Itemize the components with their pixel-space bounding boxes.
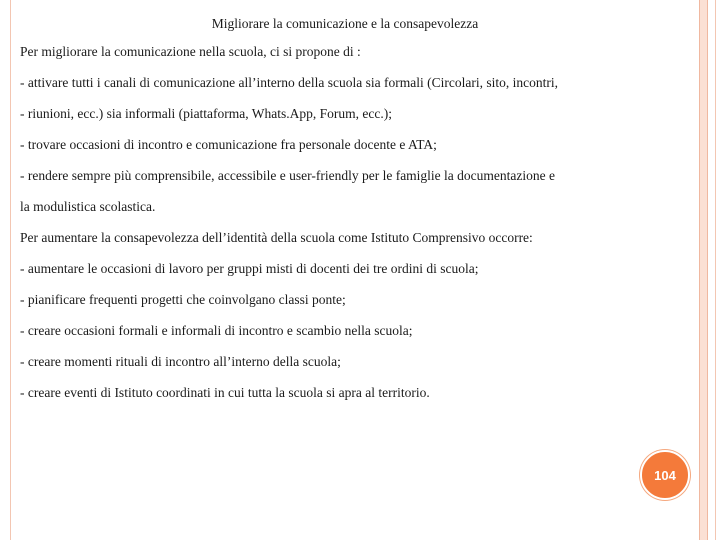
body-line: - creare eventi di Istituto coordinati in cui tutta la scuola si apra al territorio. [20,385,430,400]
slide-body [20,44,660,416]
body-line: - riunioni, ecc.) sia informali (piattaforma, Whats.App, Forum, ecc.); [20,106,393,121]
body-line: la modulistica scolastica. [20,199,156,214]
slide-title: Migliorare la comunicazione e la consapevolezza [211,16,479,31]
right-border-line [715,0,716,540]
body-line: - attivare tutti i canali di comunicazione all’interno della scuola sia formali (Circolari, sito, incontri, [20,75,558,90]
body-line: - aumentare le occasioni di lavoro per gruppi misti di docenti dei tre ordini di scuola; [20,261,479,276]
body-line: Per migliorare la comunicazione nella scuola, ci si propone di : [20,44,361,59]
body-line: - creare momenti rituali di incontro all’interno della scuola; [20,354,341,369]
body-line: - rendere sempre più comprensibile, accessibile e user-friendly per le famiglie la documentazione e [20,168,555,183]
body-line: - creare occasioni formali e informali di incontro e scambio nella scuola; [20,323,413,338]
page-number-badge: 104 [640,450,690,500]
right-border-decoration [699,0,708,540]
body-line: - trovare occasioni di incontro e comunicazione fra personale docente e ATA; [20,137,437,152]
body-line: Per aumentare la consapevolezza dell’identità della scuola come Istituto Comprensivo occorre: [20,230,533,245]
left-border-line [10,0,11,540]
slide-content [20,16,660,416]
body-line: - pianificare frequenti progetti che coinvolgano classi ponte; [20,292,346,307]
